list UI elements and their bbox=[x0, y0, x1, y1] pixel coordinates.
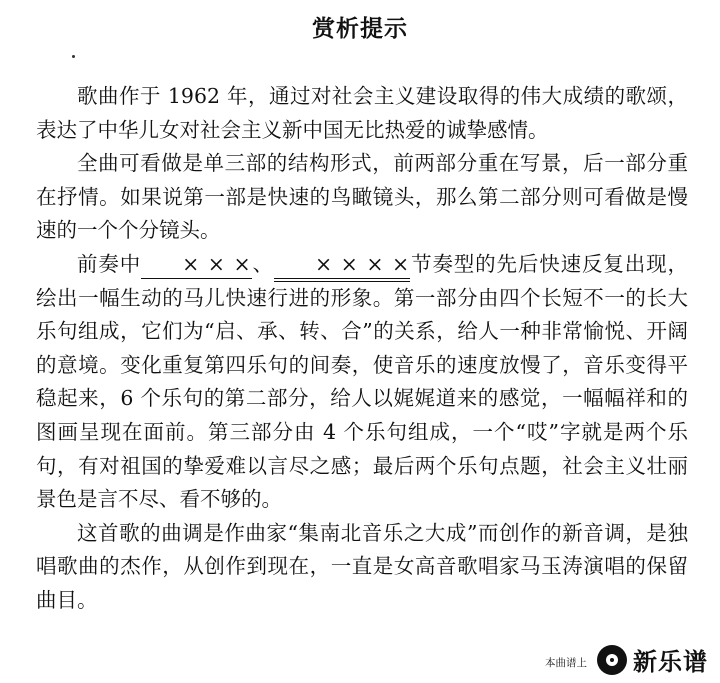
watermark bbox=[545, 642, 708, 677]
paragraph-1: 歌曲作于 1962 年，通过对社会主义建设取得的伟大成绩的歌颂，表达了中华儿女对社会主义新中国无比热爱的诚挚感情。 bbox=[36, 84, 688, 142]
article-body bbox=[36, 80, 688, 618]
paragraph-3-prefix: 前奏中 bbox=[77, 251, 142, 276]
beam-line bbox=[141, 278, 252, 279]
double-beam-line bbox=[274, 281, 410, 282]
site-logo: 新乐谱 bbox=[633, 648, 708, 676]
page-title: 赏析提示 bbox=[312, 16, 408, 42]
beam-line bbox=[274, 278, 410, 279]
rhythm-pattern-1 bbox=[141, 248, 252, 282]
print-speck bbox=[72, 55, 75, 58]
paragraph-3 bbox=[36, 248, 688, 517]
rhythm-separator: 、 bbox=[251, 251, 274, 276]
vinyl-disc-icon bbox=[597, 645, 627, 675]
rhythm-pattern-2-text: × × × × bbox=[314, 251, 411, 276]
paragraph-2: 全曲可看做是单三部的结构形式，前两部分重在写景，后一部分重在抒情。如果说第一部是快速的鸟瞰镜头，那么第二部分则可看做是慢速的一个个分镜头。 bbox=[36, 151, 688, 243]
paragraph-3-rest: 节奏型的先后快速反复出现，绘出一幅生动的马儿快速行进的形象。第一部分由四个长短不一的长大乐句组成，它们为“启、承、转、合”的关系，给人一种非常愉悦、开阔的意境。变化重复第四乐句的间奏，使音乐的速度放慢了，音乐变得平稳起来，6 个乐句的第二部分，给人以娓娓道来的感觉，一幅幅祥和的图画呈现在面前。第三部分由 4 个乐句组成，一个“哎”字就是两个乐句，有对祖国的挚爱难以言尽之感；最后两个乐句点题，社会主义壮丽景色是言不尽、看不够的。 bbox=[36, 251, 689, 512]
paragraph-4: 这首歌的曲调是作曲家“集南北音乐之大成”而创作的新音调，是独唱歌曲的杰作，从创作到现在，一直是女高音歌唱家马玉涛演唱的保留曲目。 bbox=[36, 520, 688, 612]
watermark-caption: 本曲谱上 bbox=[545, 657, 587, 669]
rhythm-pattern-1-text: × × × bbox=[182, 251, 252, 276]
rhythm-pattern-2 bbox=[274, 248, 410, 282]
